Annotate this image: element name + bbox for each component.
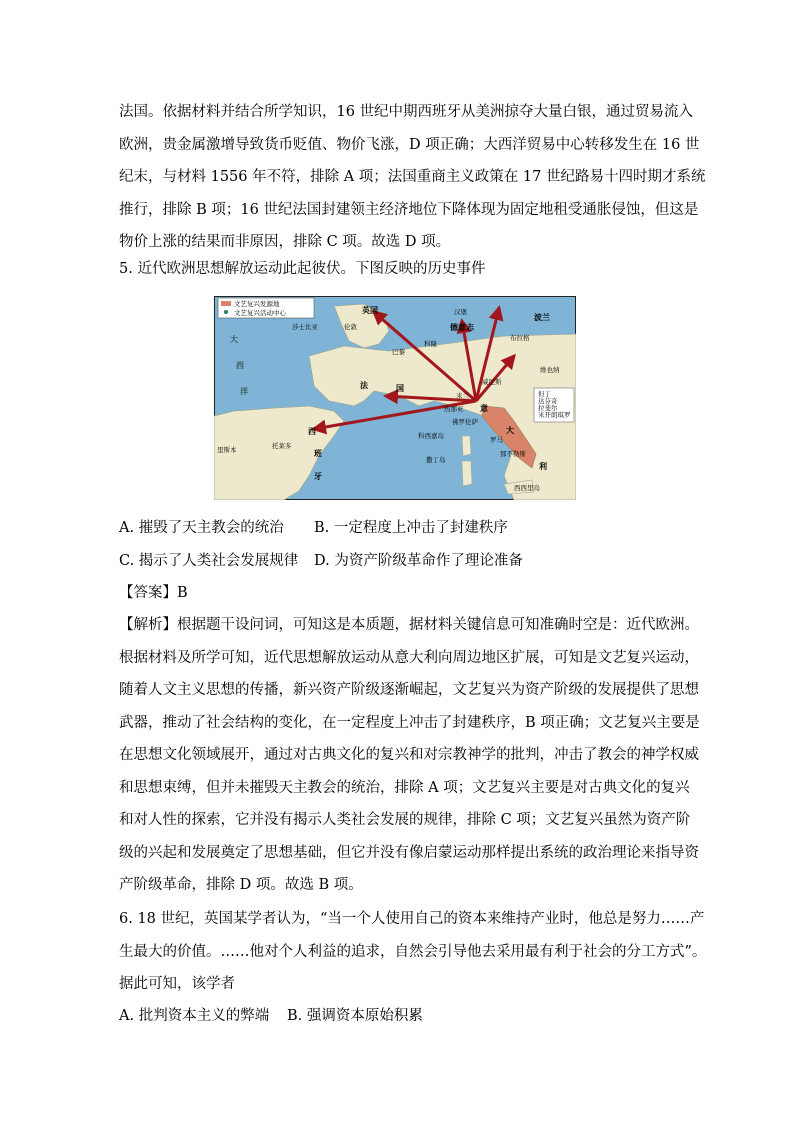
label-ocean-xi: 西 — [236, 361, 244, 370]
sardinia-land — [462, 461, 472, 486]
label-toledo: 托莱多 — [272, 442, 292, 450]
option-b: B. 强调资本原始积累 — [287, 1008, 423, 1024]
label-italy-da: 大 — [506, 426, 514, 435]
label-italy-li: 利 — [539, 462, 547, 471]
option-b: B. 一定程度上冲击了封建秩序 — [314, 520, 508, 536]
label-shakespeare: 莎士比亚 — [292, 323, 318, 331]
label-ocean-yang: 洋 — [240, 387, 248, 396]
text-line: 在思想文化领域展开，通过对古典文化的复兴和对宗教神学的批判，冲击了教会的神学权威 — [119, 747, 699, 763]
text-line: 据此可知，该学者 — [119, 976, 235, 992]
label-london: 伦敦 — [344, 323, 357, 331]
corsica-land — [462, 436, 471, 456]
label-lisbon: 里斯本 — [217, 446, 237, 454]
text-line: 随着人文主义思想的传播，新兴资产阶级逐渐崛起，文艺复兴为资产阶级的发展提供了思想 — [119, 682, 699, 698]
label-corsica: 科西嘉岛 — [418, 432, 444, 440]
label-spain-ya: 牙 — [314, 472, 322, 481]
answer-text: 【答案】B — [119, 585, 188, 601]
legend-origin-swatch — [221, 301, 231, 306]
label-poland: 波兰 — [534, 313, 550, 322]
label-sicily: 西西里岛 — [514, 484, 540, 492]
text-line: 6. 18 世纪，英国某学者认为，“当一个人使用自己的资本来维持产业时，他总是努力……产 — [119, 911, 705, 927]
label-prague: 布拉格 — [510, 334, 530, 342]
option-c: C. 揭示了人类社会发展规律 — [119, 552, 299, 569]
figure-name: 达芬奇 — [538, 397, 558, 405]
label-england: 英国 — [362, 306, 378, 315]
analysis-paragraph-q4 — [119, 96, 706, 259]
text-line: 根据材料及所学可知，近代思想解放运动从意大利向周边地区扩展，可知是文艺复兴运动， — [119, 649, 699, 666]
label-venice: 威尼斯 — [482, 378, 502, 386]
text-line: 和对人性的探索，它并没有揭示人类社会发展的规律，排除 C 项；文艺复兴虽然为资产阶 — [119, 812, 691, 828]
text-line: 产阶级革命，排除 D 项。故选 B 项。 — [119, 877, 363, 893]
label-rome: 罗马 — [490, 436, 503, 444]
text-line: 武器，推动了社会结构的变化，在一定程度上冲击了封建秩序，B 项正确；文艺复兴主要是 — [119, 714, 700, 731]
label-paris: 巴黎 — [392, 348, 405, 356]
label-genoa: 热那亚 — [444, 405, 464, 413]
label-ocean-da: 大 — [230, 335, 238, 344]
question-stem-text: 5. 近代欧洲思想解放运动此起彼伏。下图反映的历史事件 — [119, 261, 486, 277]
label-italy-yi: 意 — [480, 404, 488, 413]
label-spain-xi: 西 — [308, 427, 316, 436]
analysis-paragraph-q5 — [119, 609, 700, 902]
figure-name: 拉斐尔 — [538, 404, 558, 412]
text-line: 【解析】根据题干设问词，可知这是本质题，据材料关键信息可知准确时空是：近代欧洲。 — [119, 617, 699, 633]
label-france: 法 — [360, 381, 368, 390]
renaissance-spread-map — [214, 296, 576, 500]
option-a: A. 批判资本主义的弊端 — [119, 1008, 270, 1024]
text-line: 欧洲，贵金属激增导致货币贬值、物价飞涨，D 项正确；大西洋贸易中心转移发生在 16 世 — [119, 136, 700, 153]
label-vienna: 维也纳 — [540, 366, 560, 374]
text-line: 法国。依据材料并结合所学知识，16 世纪中期西班牙从美洲掠夺大量白银，通过贸易流入 — [119, 104, 694, 120]
label-country-guo: 国 — [396, 384, 404, 393]
label-hamburg: 汉堡 — [454, 308, 467, 316]
question-5-stem — [119, 253, 689, 286]
text-line: 推行，排除 B 项；16 世纪法国封建领主经济地位下降体现为固定地租受通胀侵蚀，但这是 — [119, 201, 699, 218]
label-germany: 德意志 — [450, 323, 474, 332]
text-line: 和思想束缚，但并未摧毁天主教会的统治，排除 A 项；文艺复兴主要是对古典文化的复兴 — [119, 779, 690, 796]
answer-line — [119, 577, 689, 610]
label-sardinia: 撒丁岛 — [426, 456, 446, 464]
question-6-stem — [119, 903, 707, 1001]
figure-name: 米开朗琪罗 — [538, 411, 571, 419]
label-naples: 那不勒斯 — [500, 450, 526, 458]
legend-center-text: 文艺复兴活动中心 — [234, 309, 286, 317]
option-a: A. 摧毁了天主教会的统治 — [119, 520, 284, 536]
text-line: 级的兴起和发展奠定了思想基础，但它并没有像启蒙运动那样提出系统的政治理论来指导资 — [119, 844, 699, 861]
label-cologne: 科隆 — [424, 340, 437, 348]
legend-origin-text: 文艺复兴发源地 — [234, 300, 280, 308]
label-spain-ban: 班 — [314, 449, 322, 458]
text-line: 纪末，与材料 1556 年不符，排除 A 项；法国重商主义政策在 17 世纪路易十四时期才系统 — [119, 169, 706, 185]
text-line: 生最大的价值。……他对个人利益的追求，自然会引导他去采用最有利于社会的分工方式”。 — [119, 943, 707, 960]
label-florence: 佛罗伦萨 — [452, 418, 478, 426]
text-line: 物价上涨的结果而非原因，排除 C 项。故选 D 项。 — [119, 234, 451, 250]
label-milan: 米兰 — [456, 392, 469, 400]
legend-center-swatch — [224, 310, 228, 314]
option-d: D. 为资产阶级革命作了理论准备 — [314, 552, 523, 569]
figure-name: 但丁 — [538, 390, 551, 398]
